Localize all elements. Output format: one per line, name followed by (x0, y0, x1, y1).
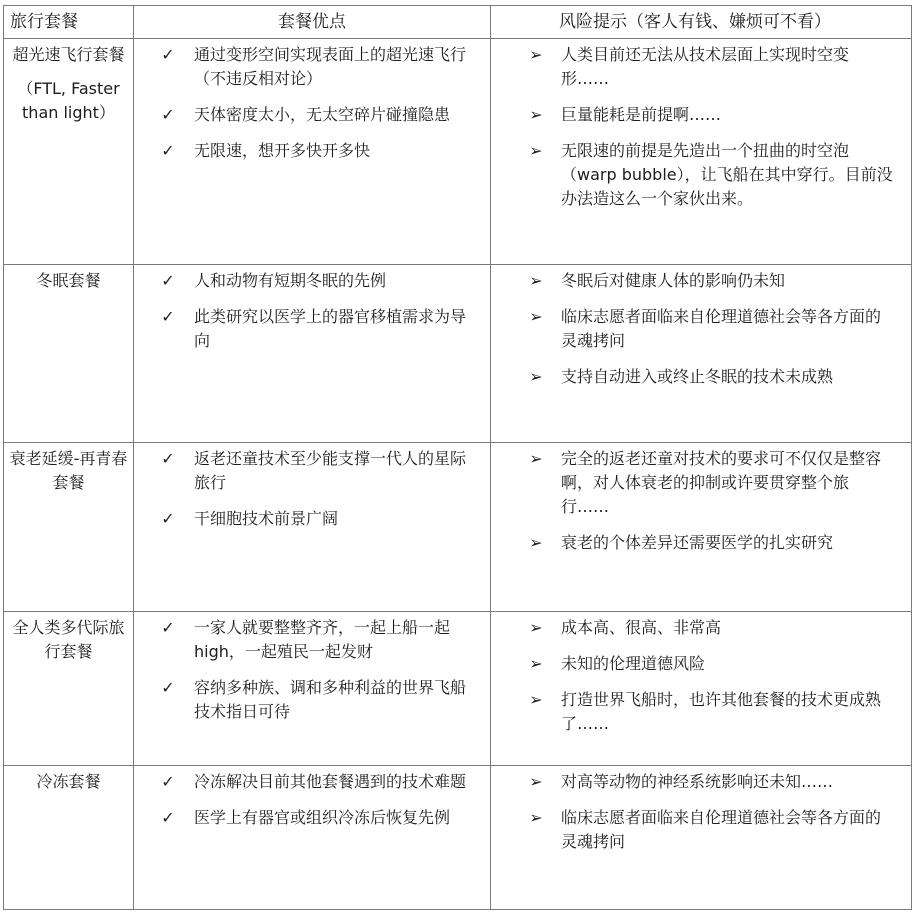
arrow-bullet-icon: ➢ (529, 533, 543, 553)
risk-item (491, 269, 901, 293)
risk-text: 冬眠后对健康人体的影响仍未知 (561, 271, 786, 291)
pros-cell (134, 265, 491, 443)
risk-item (491, 365, 901, 389)
pro-text: 无限速，想开多快开多快 (194, 141, 371, 160)
checkmark-icon: ✓ (161, 307, 175, 327)
package-cell (4, 765, 134, 909)
table-row (4, 39, 912, 265)
package-name: 冷冻套餐 (36, 771, 101, 791)
pro-text: 返老还童技术至少能支撑一代人的星际旅行 (194, 449, 467, 493)
checkmark-icon: ✓ (161, 617, 175, 637)
pro-item (134, 305, 480, 353)
travel-package-table-sheet (3, 5, 911, 910)
risk-item (491, 688, 901, 736)
risk-text: 人类目前还无法从技术层面上实现时空变形…… (561, 45, 850, 88)
pro-item (134, 770, 480, 794)
risks-cell (491, 611, 912, 765)
risk-item (491, 770, 901, 794)
package-name: 冬眠套餐 (36, 271, 101, 291)
risks-cell (491, 765, 912, 909)
risk-item (491, 305, 901, 353)
risks-cell (491, 265, 912, 443)
risk-item (491, 806, 901, 854)
risk-item (491, 139, 901, 211)
risks-cell (491, 39, 912, 265)
pro-text: 天体密度太小，无太空碎片碰撞隐患 (194, 105, 451, 124)
header-package: 旅行套餐 (4, 6, 134, 39)
pro-item (134, 43, 480, 91)
checkmark-icon: ✓ (161, 45, 175, 64)
risk-text: 对高等动物的神经系统影响还未知…… (561, 771, 834, 791)
risk-item (491, 531, 901, 555)
risk-item (491, 447, 901, 519)
pro-text: 人和动物有短期冬眠的先例 (194, 271, 387, 291)
table-row (4, 443, 912, 611)
pros-cell (134, 765, 491, 909)
arrow-bullet-icon: ➢ (529, 617, 543, 637)
package-note: （FTL, Faster than light） (17, 79, 120, 122)
arrow-bullet-icon: ➢ (529, 307, 543, 327)
risk-item (491, 652, 901, 676)
checkmark-icon: ✓ (161, 271, 175, 291)
pro-text: 医学上有器官或组织冷冻后恢复先例 (194, 807, 451, 827)
risk-text: 巨量能耗是前提啊…… (561, 105, 722, 124)
risk-text: 临床志愿者面临来自伦理道德社会等各方面的灵魂拷问 (561, 307, 882, 351)
checkmark-icon: ✓ (161, 771, 175, 791)
checkmark-icon: ✓ (161, 677, 175, 697)
checkmark-icon: ✓ (161, 449, 175, 469)
package-name: 全人类多代际旅行套餐 (12, 617, 125, 661)
pro-item (134, 103, 480, 127)
package-cell (4, 265, 134, 443)
pro-item (134, 806, 480, 830)
package-cell (4, 443, 134, 611)
checkmark-icon: ✓ (161, 105, 175, 124)
header-pros: 套餐优点 (134, 6, 491, 39)
package-name: 超光速飞行套餐 (12, 45, 125, 64)
pro-text: 此类研究以医学上的器官移植需求为导向 (194, 307, 467, 351)
arrow-bullet-icon: ➢ (529, 653, 543, 673)
risk-text: 衰老的个体差异还需要医学的扎实研究 (561, 533, 834, 553)
arrow-bullet-icon: ➢ (529, 271, 543, 291)
pros-cell (134, 611, 491, 765)
risks-cell (491, 443, 912, 611)
checkmark-icon: ✓ (161, 807, 175, 827)
risk-text: 打造世界飞船时，也许其他套餐的技术更成熟了…… (561, 689, 882, 733)
table-row (4, 265, 912, 443)
arrow-bullet-icon: ➢ (529, 141, 543, 160)
package-cell (4, 39, 134, 265)
travel-package-table (3, 5, 912, 910)
pro-text: 干细胞技术前景广阔 (194, 509, 339, 529)
arrow-bullet-icon: ➢ (529, 45, 543, 64)
risk-text: 支持自动进入或终止冬眠的技术未成熟 (561, 367, 834, 387)
arrow-bullet-icon: ➢ (529, 367, 543, 387)
risk-text: 完全的返老还童对技术的要求可不仅仅是整容啊，对人体衰老的抑制或许要贯穿整个旅行…… (561, 449, 882, 517)
risk-text: 成本高、很高、非常高 (561, 617, 722, 637)
pros-cell (134, 39, 491, 265)
arrow-bullet-icon: ➢ (529, 105, 543, 124)
risk-text: 未知的伦理道德风险 (561, 653, 706, 673)
arrow-bullet-icon: ➢ (529, 807, 543, 827)
pro-item (134, 676, 480, 724)
package-cell (4, 611, 134, 765)
arrow-bullet-icon: ➢ (529, 771, 543, 791)
pro-item (134, 447, 480, 495)
table-row (4, 611, 912, 765)
header-risks: 风险提示（客人有钱、嫌烦可不看） (491, 6, 912, 39)
pros-cell (134, 443, 491, 611)
pro-text: 通过变形空间实现表面上的超光速飞行 （不违反相对论） (194, 45, 467, 88)
pro-item (134, 269, 480, 293)
checkmark-icon: ✓ (161, 509, 175, 529)
arrow-bullet-icon: ➢ (529, 449, 543, 469)
pro-text: 冷冻解决目前其他套餐遇到的技术难题 (194, 771, 467, 791)
table-row (4, 765, 912, 909)
pro-item (134, 507, 480, 531)
pro-item (134, 139, 480, 163)
table-header-row (4, 6, 912, 39)
package-name: 衰老延缓-再青春套餐 (9, 449, 128, 493)
pro-text: 一家人就要整整齐齐，一起上船一起high，一起殖民一起发财 (194, 617, 451, 661)
risk-text: 临床志愿者面临来自伦理道德社会等各方面的灵魂拷问 (561, 807, 882, 851)
risk-item (491, 43, 901, 91)
checkmark-icon: ✓ (161, 141, 175, 160)
arrow-bullet-icon: ➢ (529, 689, 543, 709)
risk-item (491, 616, 901, 640)
risk-text: 无限速的前提是先造出一个扭曲的时空泡（warp bubble），让飞船在其中穿行。目前没办法造这么一个家伙出来。 (561, 141, 893, 208)
pro-text: 容纳多种族、调和多种利益的世界飞船技术指日可待 (194, 677, 467, 721)
pro-item (134, 616, 480, 664)
risk-item (491, 103, 901, 127)
